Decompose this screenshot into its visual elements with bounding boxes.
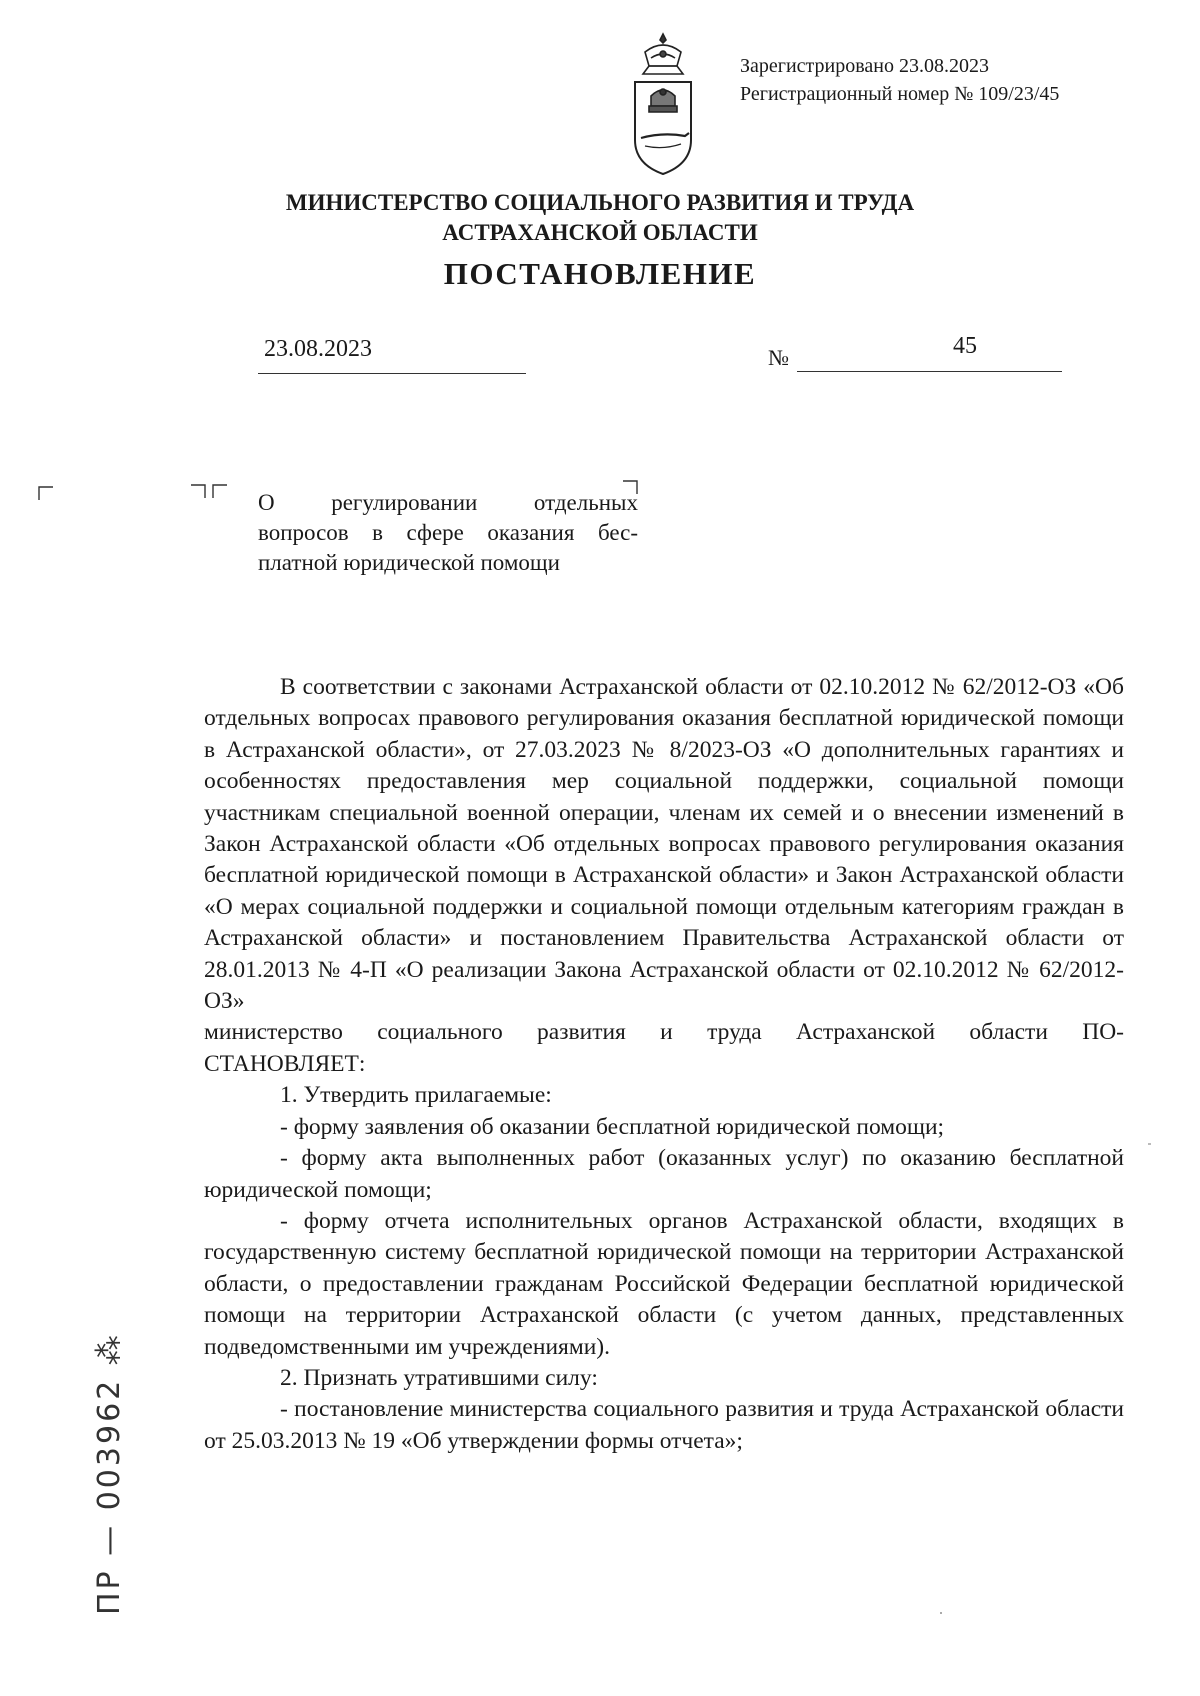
item-2-heading: 2. Признать утратившими силу: bbox=[280, 1364, 598, 1391]
item-1-c: - форму отчета исполнительных органов Астраханской области, входящих в государственную систему бесплатной юридической помощи на территории Астраханской области, о предоставлении гражданам Российской Федерации бесплатной юридической помощи на территории Астраханской области (с учетом данных, представленных подведомственными им учреждениями). bbox=[204, 1207, 1124, 1360]
resolve-paragraph bbox=[204, 1017, 1124, 1080]
registration-number: Регистрационный номер № 109/23/45 bbox=[740, 83, 1060, 105]
number-sign: № bbox=[768, 345, 789, 370]
ministry-name-line2: АСТРАХАНСКОЙ ОБЛАСТИ bbox=[442, 220, 758, 245]
subject-line: платной юридической помощи bbox=[258, 550, 560, 575]
ministry-name bbox=[0, 188, 1200, 248]
stamp-number: ПР — 003962 ⁂ bbox=[92, 1332, 127, 1615]
document-stamp bbox=[48, 1325, 127, 1615]
item-2-a: - постановление министерства социального развития и труда Астраханской области от 25.03.2013 № 19 «Об утверждении формы отчета»; bbox=[204, 1396, 1124, 1454]
document-subject bbox=[258, 488, 638, 578]
document-body bbox=[204, 672, 1124, 1457]
resolve-line: СТАНОВЛЯЕТ: bbox=[204, 1050, 366, 1077]
registration-block bbox=[740, 52, 1059, 108]
corner-bracket-icon bbox=[190, 484, 206, 498]
registration-date: Зарегистрировано 23.08.2023 bbox=[740, 55, 990, 77]
ministry-name-line1: МИНИСТЕРСТВО СОЦИАЛЬНОГО РАЗВИТИЯ И ТРУДА bbox=[285, 190, 915, 215]
item-1-a: - форму заявления об оказании бесплатной юридической помощи; bbox=[280, 1113, 945, 1140]
scan-speck bbox=[940, 1612, 942, 1614]
document-type-title: ПОСТАНОВЛЕНИЕ bbox=[443, 256, 757, 291]
subject-line: О регулировании отдельных bbox=[258, 490, 638, 515]
corner-bracket-icon bbox=[38, 486, 54, 500]
item-1-heading: 1. Утвердить прилагаемые: bbox=[280, 1082, 552, 1109]
scan-speck bbox=[1148, 1143, 1151, 1145]
subject-line: вопросов в сфере оказания бес- bbox=[258, 520, 638, 545]
corner-bracket-icon bbox=[212, 484, 228, 498]
document-number: 45 bbox=[953, 333, 977, 359]
document-date: 23.08.2023 bbox=[264, 336, 372, 362]
resolve-line: министерство социального развития и труда Астраханской области ПО- bbox=[204, 1019, 1124, 1046]
item-1-b: - форму акта выполненных работ (оказанных услуг) по оказанию бесплатной юридической помощи; bbox=[204, 1145, 1124, 1203]
coat-of-arms-icon bbox=[627, 30, 699, 178]
intro-paragraph: В соответствии с законами Астраханской области от 02.10.2012 № 62/2012-ОЗ «Об отдельных вопросах правового регулирования оказания бесплатной юридической помощи в Астраханской области», от 27.03.2023 № 8/2023-ОЗ «О дополнительных гарантиях и особенностях предоставления мер социальной поддержки, социальной помощи участникам специальной военной операции, членам их семей и о внесении изменений в Закон Астраханской области «Об отдельных вопросах правового регулирования оказания бесплатной юридической помощи в Астраханской области» и Закон Астраханской области «О мерах социальной поддержки и социальной помощи отдельным категориям граждан в Астраханской области» и постановлением Правительства Астраханской области от 28.01.2013 № 4-П «О реализации Закона Астраханской области от 02.10.2012 № 62/2012-ОЗ» bbox=[204, 674, 1124, 1015]
